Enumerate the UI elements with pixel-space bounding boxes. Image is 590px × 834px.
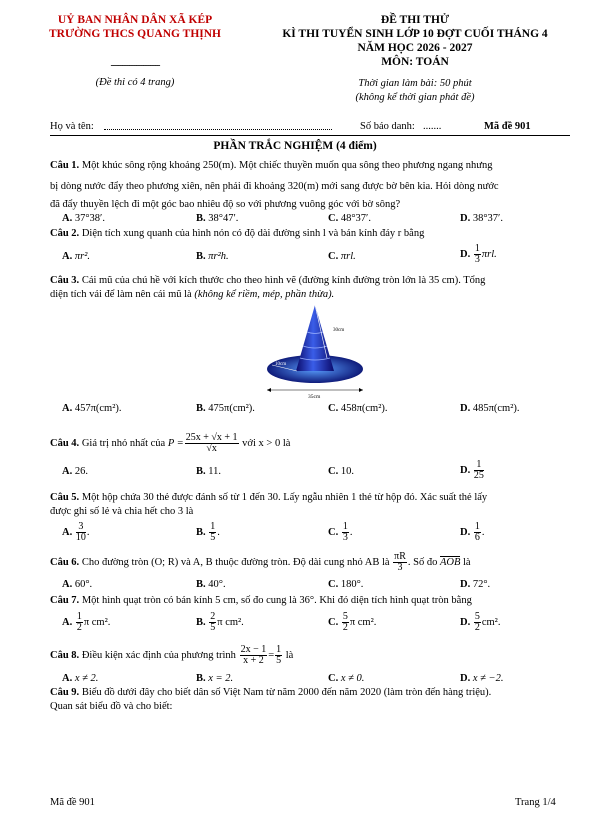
q1-option-c[interactable]: C. 48°37′. xyxy=(328,213,371,224)
q3-option-b[interactable]: B. 475π(cm²). xyxy=(196,403,255,414)
q8-option-b[interactable]: B. x = 2. xyxy=(196,673,234,684)
clown-hat-figure xyxy=(255,300,375,400)
q5-line1: Câu 5. Một hộp chứa 30 thẻ được đánh số từ 1 đến 30. Lấy ngẫu nhiên 1 thẻ từ hộp đó. Xác suất thẻ lấy xyxy=(50,492,488,503)
footer-code: Mã đề 901 xyxy=(50,797,95,808)
header-divider: --------------------- xyxy=(110,60,160,71)
q5-option-b[interactable]: B. $\frac{1}{5}$ . xyxy=(196,521,220,543)
exam-duration: Thời gian làm bài: 50 phút xyxy=(358,78,472,89)
subject: MÔN: TOÁN xyxy=(381,56,449,68)
exam-title: ĐỀ THI THỬ xyxy=(380,14,450,26)
q1-label: Câu 1. xyxy=(50,160,80,171)
header-page-note: (Đề thi có 4 trang) xyxy=(95,77,175,88)
q2-line1: Câu 2. Diện tích xung quanh của hình nón có độ dài đường sinh l và bán kính đáy r bằng xyxy=(50,228,425,239)
q3-option-c[interactable]: C. 458π(cm²). xyxy=(328,403,388,414)
q7-option-d[interactable]: D. $\frac{5}{2}$ cm². xyxy=(460,611,501,633)
q7-option-b[interactable]: B. $\frac{2}{5}$ π cm². xyxy=(196,611,244,633)
q1-option-a[interactable]: A. 37°38′. xyxy=(62,213,105,224)
q2-option-d[interactable]: D. $\frac{1}{3}$ πrl. xyxy=(460,243,497,265)
q3-option-d[interactable]: D. 485π(cm²). xyxy=(460,403,520,414)
footer-page: Trang 1/4 xyxy=(515,797,556,808)
q9-line1: Câu 9. Biểu đồ dưới đây cho biết dân số Việt Nam từ năm 2000 đến năm 2020 (làm tròn đến hàng triệu). xyxy=(50,687,492,698)
q8-option-d[interactable]: D. x ≠ −2. xyxy=(460,673,504,684)
q6-label: Câu 6. xyxy=(50,557,80,568)
q3-option-a[interactable]: A. 457π(cm²). xyxy=(62,403,122,414)
q4-expression: $\frac{25x + √x + 1}{√x}$ xyxy=(185,432,238,455)
q1-line1: Câu 1. Một khúc sông rộng khoảng 250(m). Một chiếc thuyền muốn qua sông theo phương ngang nhưng xyxy=(50,160,493,171)
q5-option-a[interactable]: A. $\frac{3}{10}$ . xyxy=(62,521,90,543)
q8-label: Câu 8. xyxy=(50,650,80,661)
q1-option-d[interactable]: D. 38°37′. xyxy=(460,213,503,224)
q2-option-a[interactable]: A. πr². xyxy=(62,251,90,262)
q6-option-a[interactable]: A. 60°. xyxy=(62,579,93,590)
q4-option-b[interactable]: B. 11. xyxy=(196,466,222,477)
q1-line3: đã đẩy thuyền lệch đi một góc bao nhiêu độ so với phương vuông góc với bờ sông? xyxy=(50,199,401,210)
exam-code: Mã đề 901 xyxy=(484,121,531,132)
header-rule xyxy=(50,135,570,136)
q8-option-a[interactable]: A. x ≠ 2. xyxy=(62,673,99,684)
q5-option-c[interactable]: C. $\frac{1}{3}$ . xyxy=(328,521,353,543)
q4-option-a[interactable]: A. 26. xyxy=(62,466,88,477)
q7-label: Câu 7. xyxy=(50,595,80,606)
q5-line2: được ghi số lẻ và chia hết cho 3 là xyxy=(50,506,194,517)
q2-option-b[interactable]: B. πr²h. xyxy=(196,251,229,262)
school-year: NĂM HỌC 2026 - 2027 xyxy=(357,42,473,54)
q2-label: Câu 2. xyxy=(50,228,80,239)
q7-option-c[interactable]: C. $\frac{5}{2}$ π cm². xyxy=(328,611,377,633)
q6-option-b[interactable]: B. 40°. xyxy=(196,579,226,590)
q3-line2: diện tích vải để làm nên cái mũ là (không kể riềm, mép, phần thừa). xyxy=(50,289,335,300)
q8-option-c[interactable]: C. x ≠ 0. xyxy=(328,673,365,684)
q5-label: Câu 5. xyxy=(50,492,80,503)
q4-label: Câu 4. xyxy=(50,438,80,449)
q3-line1: Câu 3. Cái mũ của chú hề với kích thước cho theo hình vẽ (đường kính đường tròn lớn là 35 cm). Tổng xyxy=(50,275,486,286)
section-title: PHẦN TRẮC NGHIỆM (4 điểm) xyxy=(213,140,377,152)
fig-label-10: 10cm xyxy=(275,362,287,367)
q6-option-d[interactable]: D. 72°. xyxy=(460,579,491,590)
header-district: UỶ BAN NHÂN DÂN XÃ KÉP xyxy=(57,14,213,26)
q8-line1: Câu 8. Điều kiện xác định của phương trình $\frac{2x - 1}{x + 2}$ = $\frac{1}{5}$ là xyxy=(50,644,294,667)
q6-option-c[interactable]: C. 180°. xyxy=(328,579,364,590)
q6-line1: Câu 6. Cho đường tròn (O; R) và A, B thuộc đường tròn. Độ dài cung nhỏ AB là $\frac{\pi R}{3}$ . Số đo AOB là xyxy=(50,551,471,574)
exam-duration-note: (không kể thời gian phát đề) xyxy=(355,92,475,103)
exam-subtitle: KÌ THI TUYỂN SINH LỚP 10 ĐỢT CUỐI THÁNG 4 xyxy=(282,28,548,40)
q7-option-a[interactable]: A. $\frac{1}{2}$ π cm². xyxy=(62,611,111,633)
fig-label-35: 35cm xyxy=(308,394,321,400)
q9-label: Câu 9. xyxy=(50,687,80,698)
q1-option-b[interactable]: B. 38°47′. xyxy=(196,213,239,224)
name-label: Họ và tên: xyxy=(50,121,94,132)
q1-line2: bị dòng nước đẩy theo phương xiên, nên phải đi khoảng 320(m) mới sang được bờ bên kia. Hỏi dòng nước xyxy=(50,181,499,192)
sbd-label: Số báo danh: xyxy=(360,121,415,132)
hat-cone xyxy=(296,305,334,371)
sbd-field[interactable]: ....... xyxy=(423,121,442,132)
q4-option-d[interactable]: D. $\frac{1}{25}$ xyxy=(460,459,484,481)
q4-line1: Câu 4. Giá trị nhỏ nhất của P = $\frac{25x + √x + 1}{√x}$ với x > 0 là xyxy=(50,432,291,455)
fig-label-30: 30cm xyxy=(333,328,345,333)
q2-option-c[interactable]: C. πrl. xyxy=(328,251,356,262)
name-field[interactable] xyxy=(104,129,332,130)
q9-line2: Quan sát biểu đồ và cho biết: xyxy=(50,701,173,712)
q5-option-d[interactable]: D. $\frac{1}{6}$ . xyxy=(460,521,485,543)
arc-aob: AOB xyxy=(439,557,461,568)
header-school: TRƯỜNG THCS QUANG THỊNH xyxy=(49,28,221,40)
q7-line1: Câu 7. Một hình quạt tròn có bán kính 5 cm, số đo cung là 36°. Khi đó diện tích hình quạt tròn bằng xyxy=(50,595,472,606)
q3-label: Câu 3. xyxy=(50,275,80,286)
q4-option-c[interactable]: C. 10. xyxy=(328,466,354,477)
